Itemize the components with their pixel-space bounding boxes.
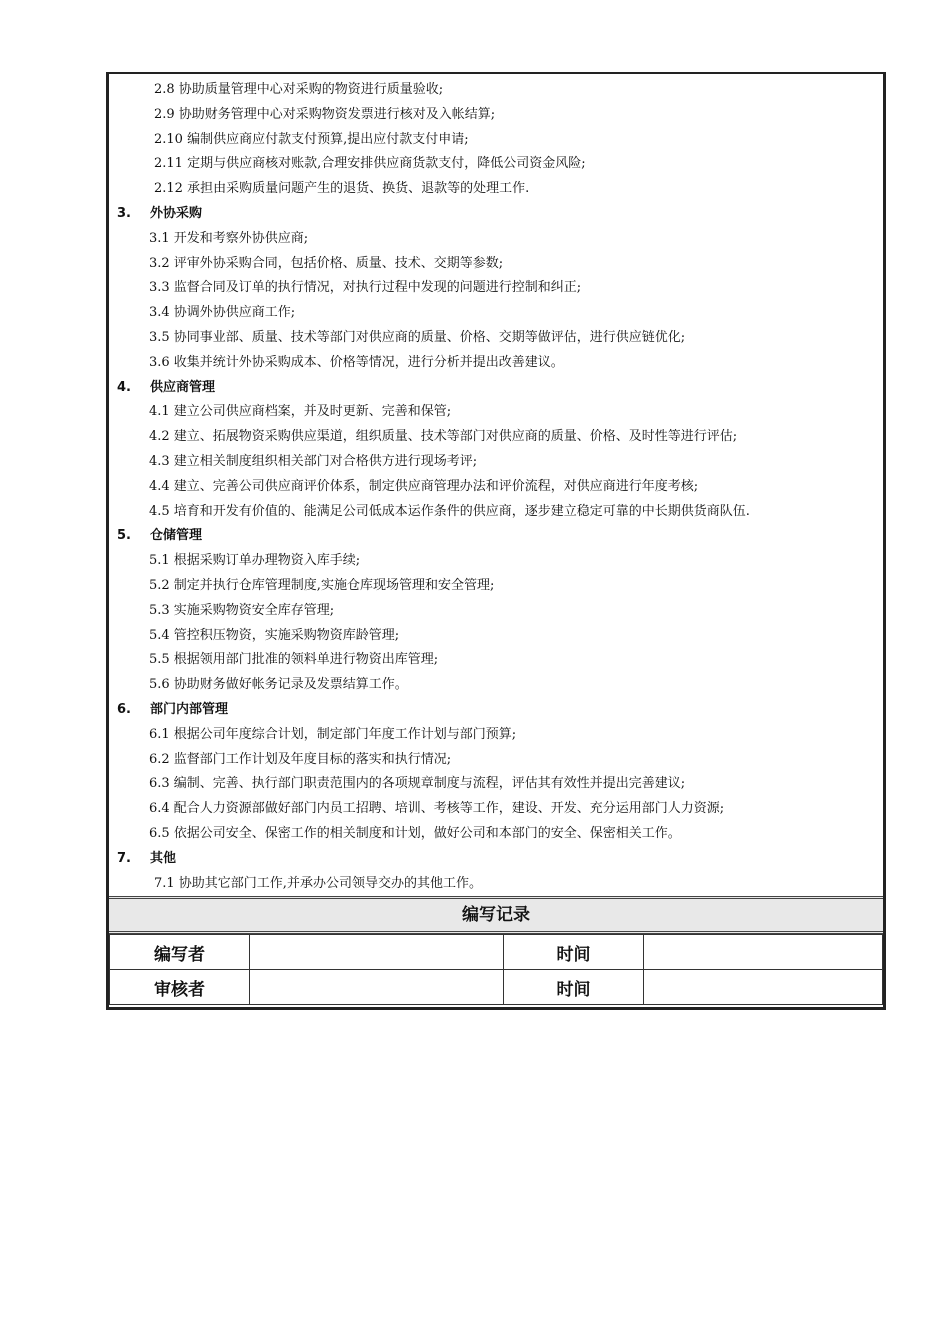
list-item: 3.4 协调外协供应商工作;	[149, 305, 296, 321]
list-item: 3.1 开发和考察外协供应商;	[149, 230, 309, 246]
list-item: 5.6 协助财务做好帐务记录及发票结算工作。	[149, 677, 408, 693]
author-label: 编写者	[110, 935, 250, 970]
section-title: 外协采购	[150, 206, 203, 221]
record-table	[109, 934, 883, 1005]
section-heading	[117, 380, 215, 396]
list-item: 6.1 根据公司年度综合计划，制定部门年度工作计划与部门预算;	[149, 726, 517, 742]
list-item: 2.10 编制供应商应付款支付预算,提出应付款支付申请;	[154, 131, 469, 147]
document-frame	[106, 72, 886, 1010]
time-value[interactable]	[644, 970, 883, 1005]
list-item: 5.1 根据采购订单办理物资入库手续;	[149, 553, 361, 569]
time-label: 时间	[504, 935, 644, 970]
section-number: 5.	[117, 528, 131, 544]
section-number: 3.	[117, 206, 131, 221]
list-item: 4.2 建立、拓展物资采购供应渠道，组织质量、技术等部门对供应商的质量、价格、及时性等进行评估;	[149, 429, 738, 445]
author-value[interactable]	[250, 935, 504, 970]
section-heading	[117, 702, 228, 718]
section-title: 其他	[150, 850, 177, 866]
section-title: 部门内部管理	[150, 702, 229, 717]
list-item: 2.8 协助质量管理中心对采购的物资进行质量验收;	[154, 82, 444, 97]
table-row	[110, 935, 883, 970]
section-title: 供应商管理	[150, 379, 216, 395]
list-item: 3.6 收集并统计外协采购成本、价格等情况，进行分析并提出改善建议。	[149, 354, 564, 370]
list-item: 4.1 建立公司供应商档案，并及时更新、完善和保管;	[149, 404, 452, 420]
reviewer-value[interactable]	[250, 970, 504, 1005]
list-item: 2.12 承担由采购质量问题产生的退货、换货、退款等的处理工作.	[154, 181, 530, 197]
list-item: 6.5 依据公司安全、保密工作的相关制度和计划，做好公司和本部门的安全、保密相关工作。	[149, 826, 681, 841]
list-item: 5.4 管控积压物资，实施采购物资库龄管理;	[149, 627, 400, 643]
table-row	[110, 970, 883, 1005]
list-item: 5.3 实施采购物资安全库存管理;	[149, 602, 335, 618]
list-item: 3.2 评审外协采购合同，包括价格、质量、技术、交期等参数;	[149, 255, 504, 271]
list-item: 6.3 编制、完善、执行部门职责范围内的各项规章制度与流程，评估其有效性并提出完善建议;	[149, 776, 686, 792]
list-item: 4.5 培育和开发有价值的、能满足公司低成本运作条件的供应商，逐步建立稳定可靠的中长期供货商队伍.	[149, 503, 750, 519]
list-item: 2.9 协助财务管理中心对采购物资发票进行核对及入帐结算;	[154, 106, 496, 122]
list-item: 5.2 制定并执行仓库管理制度,实施仓库现场管理和安全管理;	[149, 578, 495, 593]
section-title: 仓储管理	[150, 528, 203, 544]
list-item: 6.2 监督部门工作计划及年度目标的落实和执行情况;	[149, 751, 452, 767]
list-item: 6.4 配合人力资源部做好部门内员工招聘、培训、考核等工作，建设、开发、充分运用部门人力资源;	[149, 801, 725, 817]
time-label: 时间	[504, 970, 644, 1005]
list-item: 4.4 建立、完善公司供应商评价体系，制定供应商管理办法和评价流程，对供应商进行年度考核;	[149, 478, 699, 494]
list-item: 4.3 建立相关制度组织相关部门对合格供方进行现场考评;	[149, 454, 478, 469]
section-number: 6.	[117, 702, 131, 717]
section-heading	[117, 528, 202, 544]
section-heading	[117, 206, 202, 222]
list-item: 7.1 协助其它部门工作,并承办公司领导交办的其他工作。	[154, 875, 482, 891]
time-value[interactable]	[644, 935, 883, 970]
list-item: 3.3 监督合同及订单的执行情况，对执行过程中发现的问题进行控制和纠正;	[149, 280, 582, 296]
list-item: 2.11 定期与供应商核对账款,合理安排供应商货款支付，降低公司资金风险;	[154, 156, 586, 172]
list-item: 3.5 协同事业部、质量、技术等部门对供应商的质量、价格、交期等做评估，进行供应链优化;	[149, 330, 686, 345]
section-number: 7.	[117, 850, 131, 866]
list-item: 5.5 根据领用部门批准的领料单进行物资出库管理;	[149, 652, 439, 668]
section-number: 4.	[117, 379, 131, 395]
reviewer-label: 审核者	[110, 970, 250, 1005]
record-header: 编写记录	[109, 896, 883, 934]
section-heading	[117, 851, 176, 867]
